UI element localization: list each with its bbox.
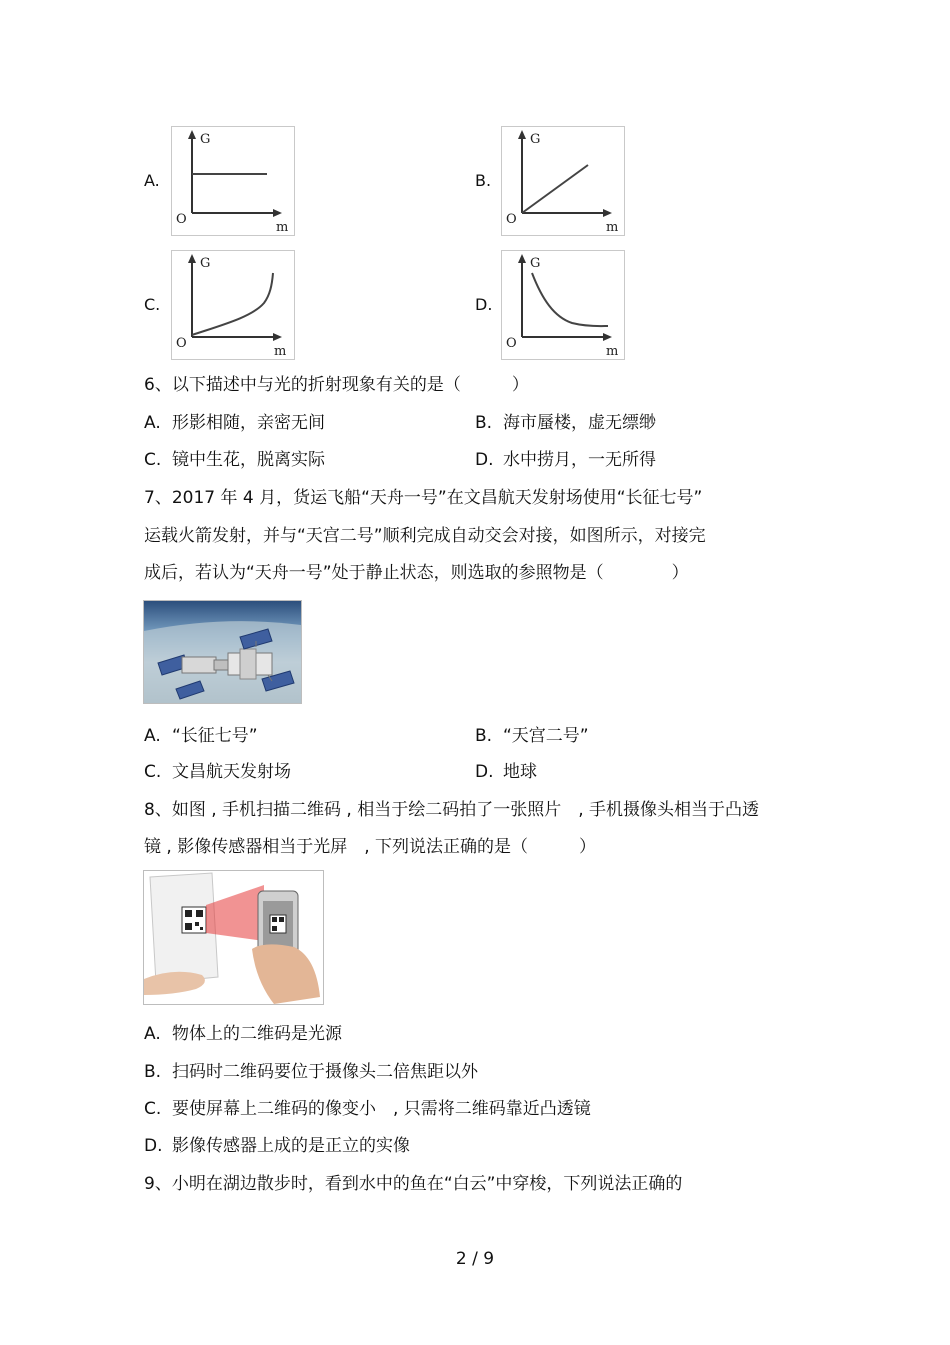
q7-option-d (475, 761, 537, 783)
q8-option-c-label: C. (144, 1099, 162, 1119)
graph-b-x-axis-label: m (606, 220, 619, 235)
q8-option-a (144, 1023, 342, 1045)
question-7-line-2: 运载火箭发射，并与“天宫二号”顺利完成自动交会对接，如图所示，对接完 (144, 526, 706, 546)
q8-option-b (144, 1061, 478, 1083)
graph-a-y-axis-label: G (200, 132, 211, 147)
page-number: 2 / 9 (455, 1249, 495, 1269)
q7-option-a-label: A. (144, 726, 161, 746)
graph-c-y-axis-label: G (200, 256, 211, 271)
q7-option-d-text: 地球 (503, 762, 537, 782)
q8-option-a-text: 物体上的二维码是光源 (172, 1024, 342, 1044)
question-8-line-2: 镜 , 影像传感器相当于光屏 , 下列说法正确的是（ ） (144, 837, 597, 857)
spacecraft-docking-image (143, 600, 302, 704)
graph-b-y-axis-label: G (530, 132, 541, 147)
q7-option-b (475, 725, 589, 747)
qr-scan-image (143, 870, 324, 1005)
q8-option-d-label: D. (144, 1136, 163, 1156)
graph-a-x-axis-label: m (276, 220, 289, 235)
q6-option-a-label: A. (144, 413, 161, 433)
q7-option-c (144, 761, 291, 783)
question-9-line-1: 9、小明在湖边散步时，看到水中的鱼在“白云”中穿梭，下列说法正确的 (144, 1174, 683, 1194)
graph-d-origin-label: O (506, 336, 517, 351)
q7-option-a-text: “长征七号” (172, 726, 258, 746)
graph-option-c-label: C. (144, 295, 161, 314)
graph-c (171, 250, 295, 360)
q6-option-b (475, 412, 656, 434)
q6-option-d-label: D. (475, 450, 494, 470)
q6-option-b-label: B. (475, 413, 493, 433)
q8-option-d-text: 影像传感器上成的是正立的实像 (172, 1136, 410, 1156)
q8-option-a-label: A. (144, 1024, 161, 1044)
q7-option-c-text: 文昌航天发射场 (172, 762, 291, 782)
graph-a-origin-label: O (176, 212, 187, 227)
q6-option-a-text: 形影相随，亲密无间 (172, 413, 325, 433)
q8-option-d (144, 1135, 410, 1157)
graph-c-origin-label: O (176, 336, 187, 351)
q6-option-c-label: C. (144, 450, 162, 470)
q6-option-a (144, 412, 325, 434)
question-6-stem: 6、以下描述中与光的折射现象有关的是（ ） (144, 375, 529, 395)
q7-option-d-label: D. (475, 762, 494, 782)
q8-option-c-text: 要使屏幕上二维码的像变小 , 只需将二维码靠近凸透镜 (172, 1099, 591, 1119)
q8-option-b-text: 扫码时二维码要位于摄像头二倍焦距以外 (172, 1062, 478, 1082)
q7-option-a (144, 725, 258, 747)
q8-option-b-label: B. (144, 1062, 162, 1082)
graph-c-x-axis-label: m (274, 344, 287, 359)
graph-a (171, 126, 295, 236)
graph-b-origin-label: O (506, 212, 517, 227)
question-7-line-3: 成后，若认为“天舟一号”处于静止状态，则选取的参照物是（ ） (144, 563, 689, 583)
q7-option-b-label: B. (475, 726, 493, 746)
graph-d (501, 250, 625, 360)
q6-option-d-text: 水中捞月，一无所得 (503, 450, 656, 470)
graph-d-x-axis-label: m (606, 344, 619, 359)
q6-option-d (475, 449, 656, 471)
q6-option-c (144, 449, 325, 471)
q6-option-b-text: 海市蜃楼，虚无缥缈 (503, 413, 656, 433)
graph-option-d-label: D. (475, 295, 493, 314)
q8-option-c (144, 1098, 591, 1120)
q6-option-c-text: 镜中生花，脱离实际 (172, 450, 325, 470)
graph-d-y-axis-label: G (530, 256, 541, 271)
question-8-line-1: 8、如图 , 手机扫描二维码 , 相当于绘二码拍了一张照片 , 手机摄像头相当于凸透 (144, 800, 760, 820)
q7-option-b-text: “天宫二号” (503, 726, 589, 746)
q7-option-c-label: C. (144, 762, 162, 782)
graph-option-b-label: B. (475, 171, 492, 190)
question-7-line-1: 7、2017 年 4 月，货运飞船“天舟一号”在文昌航天发射场使用“长征七号” (144, 488, 703, 508)
graph-option-a-label: A. (144, 171, 160, 190)
graph-b (501, 126, 625, 236)
